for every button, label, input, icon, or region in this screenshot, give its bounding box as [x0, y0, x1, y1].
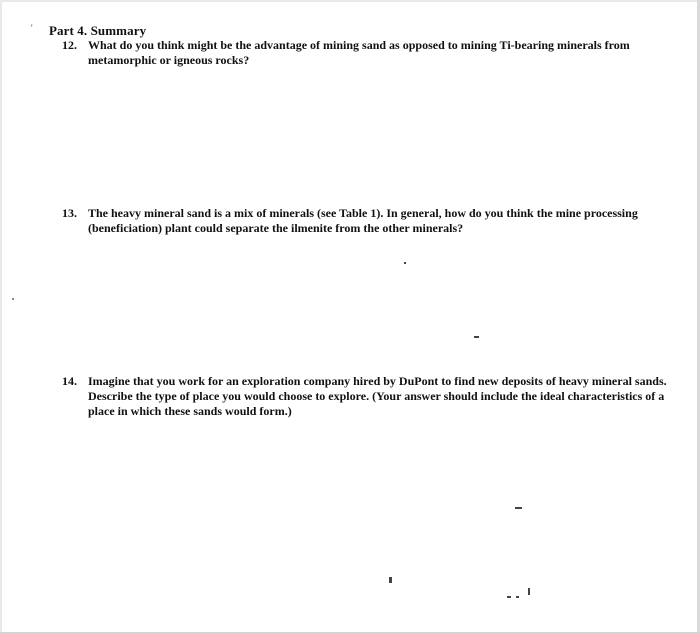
question-text: The heavy mineral sand is a mix of minerals (see Table 1). In general, how do you think the mine processing (beneficiation) plant could separate the ilmenite from the other minerals? — [88, 206, 638, 235]
stray-dash — [515, 507, 522, 509]
stray-dash — [507, 596, 511, 598]
stray-dot — [404, 262, 406, 264]
stray-dash — [516, 596, 519, 598]
worksheet-page — [2, 2, 697, 632]
stray-dot — [12, 298, 14, 300]
question-number: 12. — [62, 38, 77, 52]
question-number: 13. — [62, 206, 77, 220]
stray-mark: ' — [31, 23, 33, 33]
question-text: What do you think might be the advantage of mining sand as opposed to mining Ti-bearing minerals from metamorphic or igneous rocks? — [88, 38, 630, 67]
part-heading: Part 4. Summary — [49, 23, 147, 38]
question-text: Imagine that you work for an exploration company hired by DuPont to find new deposits of heavy mineral sands. Describe the type of place you would choose to explore. (Your answer should include the ideal characteristics of a place in which these sands would form.) — [88, 374, 667, 418]
question-number: 14. — [62, 374, 77, 388]
stray-dash — [528, 588, 530, 595]
question-14 — [62, 374, 672, 419]
question-13 — [62, 206, 672, 236]
stray-dash — [474, 336, 479, 338]
question-12 — [62, 38, 672, 68]
stray-dash — [389, 577, 392, 583]
